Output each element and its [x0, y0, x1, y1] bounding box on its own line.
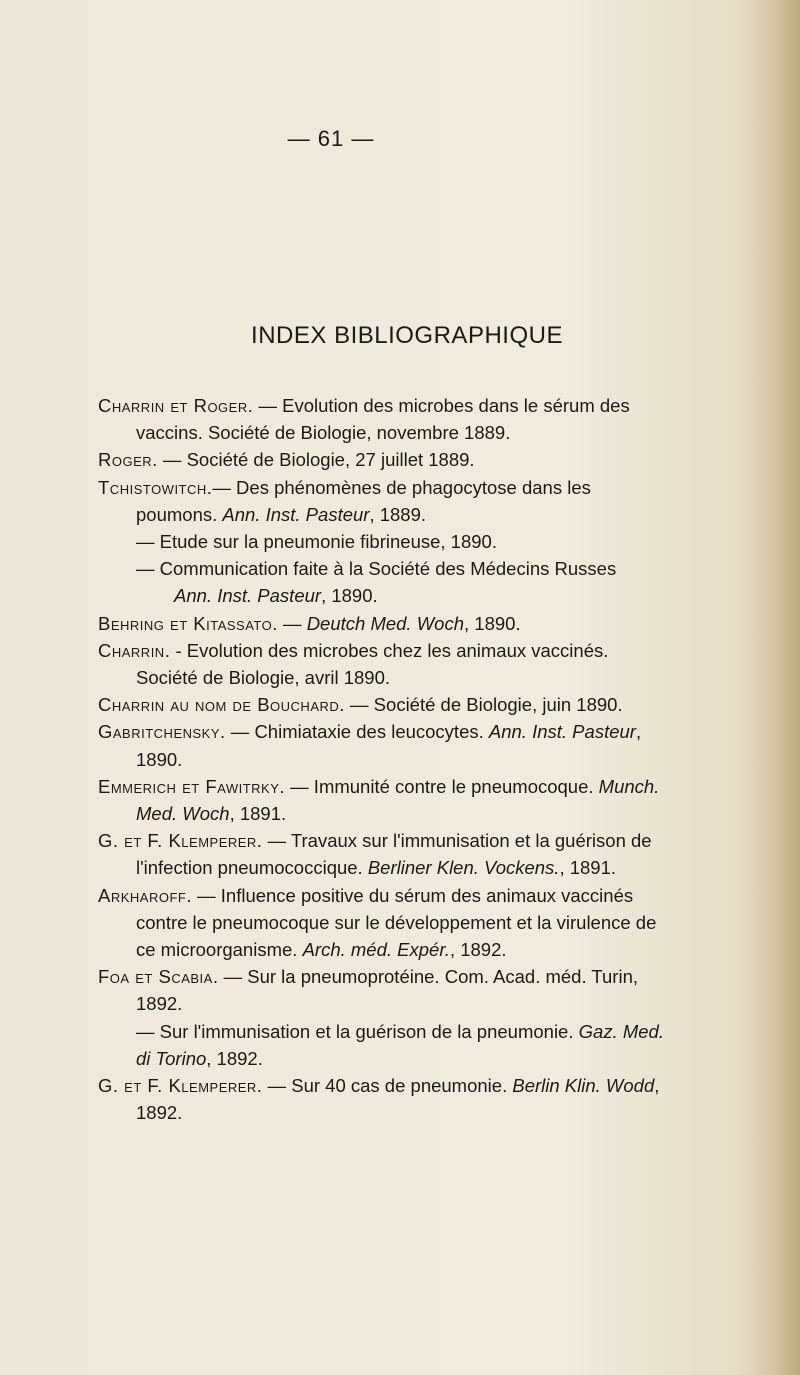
entry-journal: Gaz. Med. di Torino: [136, 1020, 664, 1069]
entry-journal: Munch. Med. Woch: [136, 775, 660, 825]
entry-text: — Evolution des microbes dans le sérum des vaccins. Société de Biologie, novembre 1889.: [136, 395, 630, 444]
entry-year: , 1890.: [136, 721, 642, 770]
entry-text: - Evolution des microbes chez les animaux vaccinés. Société de Biologie, avril 1890.: [136, 639, 609, 689]
entry-year: , 1890.: [464, 612, 521, 634]
entry-author: Foa et Scabia.: [98, 966, 219, 988]
bibliography-entry: [98, 827, 668, 881]
bibliography-entry: [98, 528, 668, 555]
entry-journal: Arch. méd. Expér.: [302, 939, 450, 961]
bibliography-entry: [98, 446, 668, 473]
bibliography-entry: [98, 882, 668, 964]
bibliography-entry: [98, 691, 668, 718]
page-number: — 61 —: [287, 126, 375, 151]
entry-author: G. et F. Klemperer.: [98, 830, 263, 852]
page-edge-shadow: [740, 0, 800, 1375]
bibliography-entry: [98, 1072, 668, 1126]
bibliography-list: [98, 392, 668, 1126]
entry-text: — Sur la pneumoprotéine. Com. Acad. méd. Turin, 1892.: [136, 966, 639, 1015]
entry-author: Behring et Kitassato.: [98, 612, 278, 634]
entry-author: Charrin.: [98, 639, 171, 661]
entry-text: — Sur l'immunisation et la guérison de la pneumonie.: [136, 1020, 579, 1042]
entry-text: — Etude sur la pneumonie fibrineuse, 1890.: [136, 531, 497, 553]
bibliography-entry: [98, 718, 668, 772]
bibliography-entry: [98, 610, 668, 637]
page-title: INDEX BIBLIOGRAPHIQUE: [251, 322, 563, 349]
entry-author: Gabritchensky.: [98, 721, 226, 743]
entry-year: , 1892.: [136, 1075, 660, 1124]
entry-journal: Ann. Inst. Pasteur: [222, 503, 370, 525]
bibliography-entry: [98, 555, 668, 609]
entry-author: Charrin et Roger.: [98, 395, 254, 416]
bibliography-entry: [98, 773, 668, 827]
entry-author: Tchistowitch.: [98, 476, 213, 498]
entry-text: —: [277, 612, 307, 634]
bibliography-entry: [98, 474, 668, 528]
entry-year: , 1892.: [449, 939, 507, 961]
bibliography-entry: [98, 392, 668, 446]
bibliography-entry: [98, 637, 668, 691]
entry-year: , 1891.: [559, 857, 617, 879]
entry-text: — Société de Biologie, juin 1890.: [344, 694, 623, 716]
entry-journal: Deutch Med. Woch: [306, 612, 465, 634]
entry-year: , 1889.: [369, 503, 427, 525]
entry-text: — Société de Biologie, 27 juillet 1889.: [157, 449, 475, 471]
bibliography-entry: [98, 963, 668, 1017]
entry-text: — Chimiataxie des leucocytes.: [225, 721, 489, 743]
entry-journal: Ann. Inst. Pasteur: [488, 721, 636, 743]
entry-author: Charrin au nom de Bouchard.: [98, 694, 345, 716]
entry-author: Roger.: [98, 449, 158, 471]
entry-year: , 1892.: [206, 1047, 263, 1069]
entry-year: , 1891.: [229, 803, 287, 825]
entry-journal: Berlin Klin. Wodd: [512, 1075, 655, 1097]
entry-text: — Immunité contre le pneumocoque.: [285, 775, 599, 797]
entry-text: — Influence positive du sérum des animaux vaccinés contre le pneumocoque sur le développement et la virulence de ce microorganisme.: [136, 884, 657, 961]
entry-author: G. et F. Klemperer.: [98, 1075, 263, 1097]
entry-author: Arkharoff.: [98, 884, 192, 906]
entry-text: — Des phénomènes de phagocytose dans les poumons.: [136, 476, 591, 525]
entry-journal: Berliner Klen. Vockens.: [367, 857, 560, 879]
entry-text: — Travaux sur l'immunisation et la guérison de l'infection pneumococcique.: [136, 830, 652, 879]
entry-journal: Ann. Inst. Pasteur: [174, 585, 322, 607]
entry-text: — Communication faite à la Société des Médecins Russes: [136, 558, 617, 580]
entry-author: Emmerich et Fawitrky.: [98, 775, 286, 797]
entry-year: , 1890.: [321, 585, 378, 607]
bibliography-entry: [98, 1018, 668, 1072]
entry-text: — Sur 40 cas de pneumonie.: [262, 1075, 513, 1097]
